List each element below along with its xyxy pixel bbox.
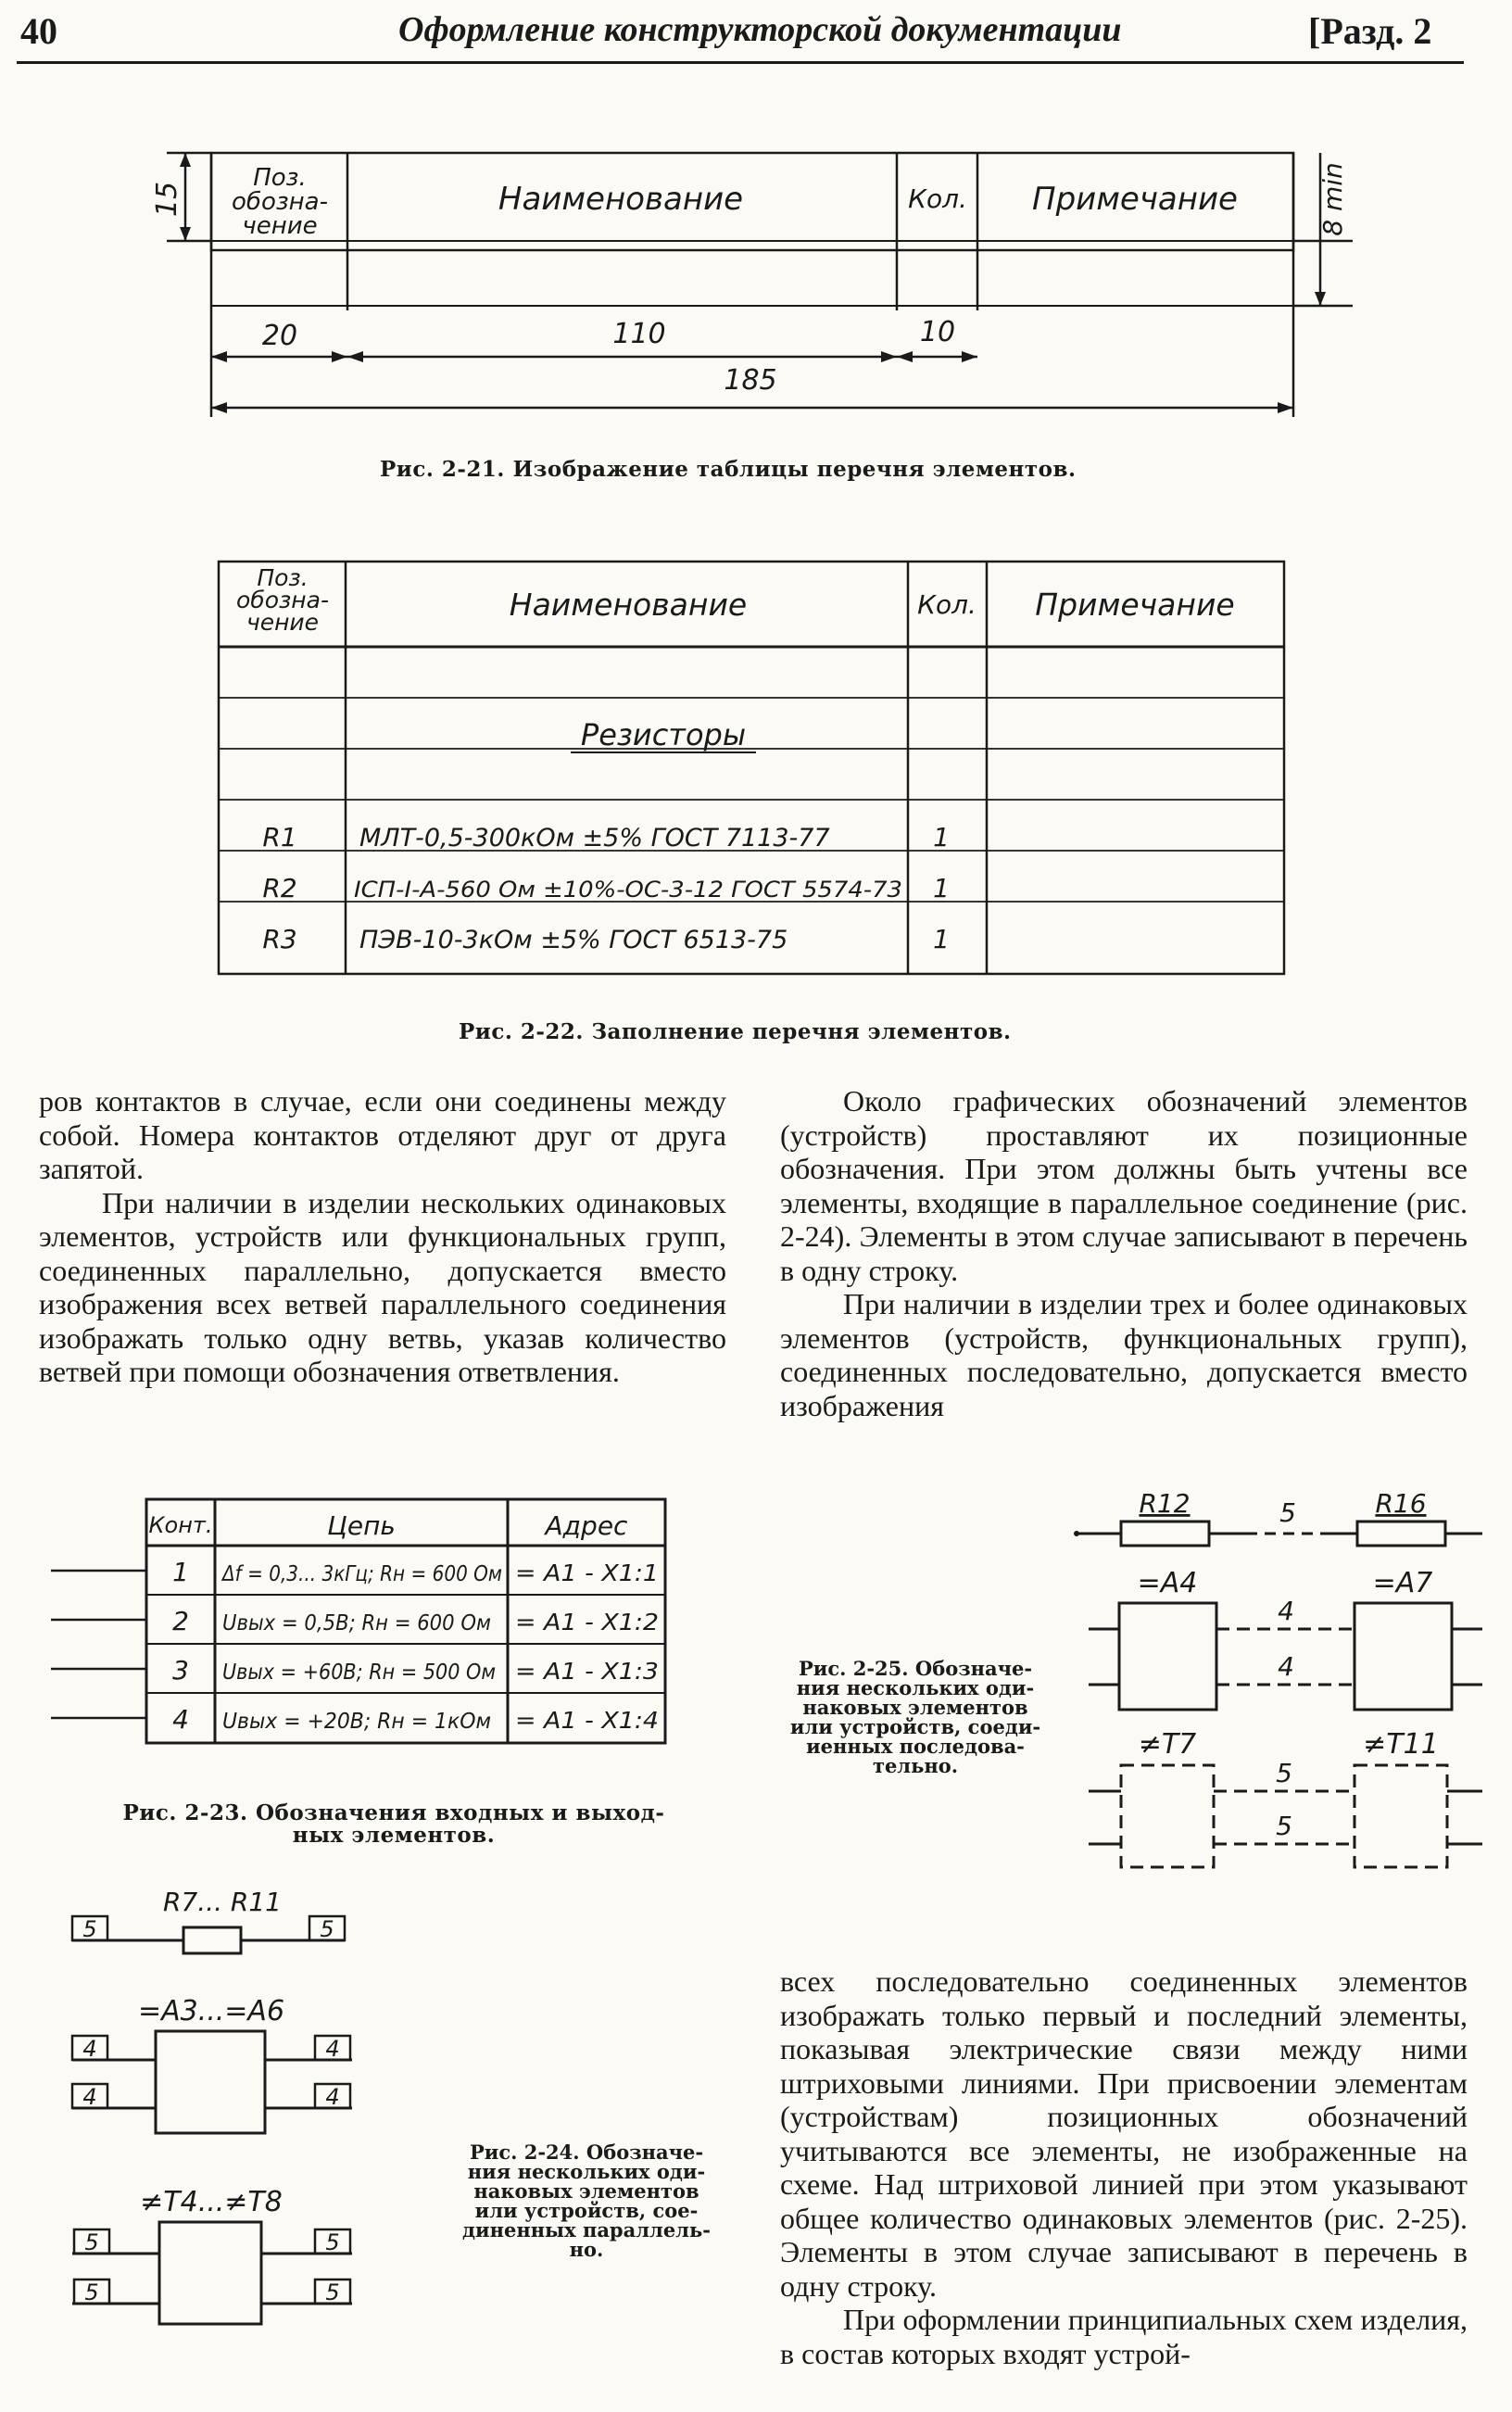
fig22-col-pos-l1: Поз.	[257, 564, 309, 591]
fig21-col-pos-l3: чение	[242, 212, 318, 240]
fig22-row3-pos: R3	[262, 924, 297, 954]
fig23-head-circuit: Цепь	[327, 1510, 396, 1541]
fig22-col-note: Примечание	[1035, 587, 1235, 623]
fig22-row1-qty: 1	[933, 822, 950, 852]
fig25-caption-line4: или устройств, соеди-	[789, 1715, 1041, 1738]
fig24-tag-4-b: 4	[82, 2084, 97, 2110]
fig24-tag-4-c: 4	[325, 2036, 340, 2062]
fig25-caption-line2: ния нескольких оди-	[796, 1676, 1035, 1699]
left-column-text	[39, 1084, 726, 1389]
fig25-caption-line3: наковых элементов	[802, 1696, 1028, 1719]
fig23-row3-n: 3	[172, 1655, 189, 1686]
page-number: 40	[20, 10, 57, 52]
fig23-row4-addr: = A1 - X1:4	[515, 1707, 659, 1734]
section-label: [Разд. 2	[1308, 10, 1432, 52]
fig22-row1-name: МЛТ-0,5-300кОм ±5% ГОСТ 7113-77	[359, 824, 830, 852]
fig22-row2-name: ІСП-І-А-560 Ом ±10%-ОС-3-12 ГОСТ 5574-73	[354, 877, 903, 903]
fig23-row1-addr: = A1 - X1:1	[515, 1560, 659, 1586]
fig21-dim-row: 8 min	[1317, 162, 1348, 236]
fig24-caption-line3: наковых элементов	[473, 2179, 699, 2203]
fig24-label-devices: =A3...=A6	[137, 1995, 285, 2027]
fig23-row4-n: 4	[172, 1704, 189, 1735]
fig25-r12: R12	[1139, 1488, 1191, 1519]
fig21-dim-name: 110	[612, 318, 666, 350]
fig24-caption-line4: или устройств, сое-	[474, 2199, 699, 2222]
fig22-row1-pos: R1	[262, 822, 297, 852]
fig21-dim-pos: 20	[261, 320, 298, 352]
fig24-tag-4-a: 4	[82, 2036, 97, 2062]
fig24-caption-line6: но.	[569, 2238, 604, 2261]
fig24-label-resistors: R7... R11	[163, 1887, 282, 1917]
right-column-text-lower	[780, 1964, 1468, 2370]
fig24-tag-5-c: 5	[84, 2229, 99, 2255]
fig24-caption-line5: диненных параллель-	[462, 2218, 711, 2242]
fig21-drawing	[0, 0, 1512, 482]
fig24-drawing	[0, 1872, 426, 2335]
fig22-row2-pos: R2	[262, 873, 297, 903]
fig25-n4-b: 4	[1278, 1651, 1294, 1682]
fig25-t11: ≠T11	[1363, 1728, 1439, 1761]
fig22-col-pos-l3: чение	[246, 609, 320, 636]
fig24-label-transformers: ≠T4...≠T8	[140, 2186, 283, 2218]
fig24-tag-5-b: 5	[320, 1916, 334, 1942]
fig22-col-qty: Кол.	[917, 589, 976, 620]
fig25-n4-a: 4	[1278, 1596, 1294, 1626]
fig25-n5-b: 5	[1276, 1811, 1292, 1841]
fig21-dim-qty: 10	[919, 316, 956, 348]
fig23-caption-line2: ных элементов.	[292, 1823, 496, 1848]
fig24-tag-5-f: 5	[325, 2279, 340, 2305]
fig25-caption-line1: Рис. 2-25. Обозначе-	[798, 1657, 1033, 1680]
fig23-row2-circuit: Uвых = 0,5В; Rн = 600 Ом	[222, 1611, 491, 1635]
fig24-caption	[434, 2142, 739, 2259]
fig21-dim-total: 185	[724, 364, 777, 397]
fig23-row1-circuit: Δf = 0,3... 3кГц; Rн = 600 Ом	[220, 1562, 502, 1586]
fig25-caption-line6: тельно.	[872, 1754, 959, 1777]
fig24-tag-5-d: 5	[84, 2279, 99, 2305]
fig21-col-pos-l1: Поз.	[253, 164, 307, 192]
fig23-caption	[93, 1802, 695, 1847]
fig24-tag-5-e: 5	[325, 2229, 340, 2255]
right-paragraph-1: Около графических обозначений элементов (устройств) проставляют их позиционные обозначения. При этом должны быть учтены все элементы, входящие в параллельное соединение (рис. 2-24). Элементы в этом случае записывают в перечень в одну строку.	[780, 1084, 1468, 1287]
fig25-a7: =A7	[1372, 1567, 1433, 1599]
fig23-row2-n: 2	[172, 1606, 189, 1636]
fig23-head-contact: Конт.	[148, 1512, 213, 1538]
fig21-col-name: Наименование	[498, 181, 744, 218]
fig21-caption: Рис. 2-21. Изображение таблицы перечня элементов.	[380, 457, 1077, 482]
right-paragraph-4: При оформлении принципиальных схем изделия, в состав которых входят устрой-	[780, 2303, 1468, 2370]
fig23-row1-n: 1	[172, 1557, 189, 1587]
fig23-row3-circuit: Uвых = +60В; Rн = 500 Ом	[222, 1661, 496, 1685]
fig25-a4: =A4	[1137, 1567, 1198, 1599]
fig22-row3-qty: 1	[933, 924, 950, 954]
fig22-text	[0, 547, 1512, 991]
fig25-drawing	[1019, 1473, 1501, 1890]
fig25-caption-line5: иенных последова-	[806, 1735, 1025, 1758]
fig25-t7: ≠T7	[1138, 1728, 1197, 1761]
fig23-row3-addr: = A1 - X1:3	[515, 1658, 659, 1685]
fig25-caption	[767, 1659, 1064, 1775]
fig21-dim-height: 15	[151, 181, 183, 218]
fig22-caption: Рис. 2-22. Заполнение перечня элементов.	[459, 1019, 1012, 1044]
fig23-row2-addr: = A1 - X1:2	[515, 1609, 659, 1635]
fig23-caption-line1: Рис. 2-23. Обозначения входных и выход-	[122, 1800, 665, 1825]
fig21-col-note: Примечание	[1032, 181, 1238, 218]
fig22-row3-name: ПЭВ-10-3кОм ±5% ГОСТ 6513-75	[359, 926, 788, 954]
fig22-row2-qty: 1	[933, 873, 950, 903]
fig23-table	[0, 1483, 723, 1770]
fig24-caption-line1: Рис. 2-24. Обозначе-	[469, 2140, 704, 2164]
right-column-text-upper	[780, 1084, 1468, 1422]
fig25-n5-top: 5	[1279, 1497, 1296, 1528]
fig25-n5-a: 5	[1276, 1758, 1292, 1788]
fig24-tag-5-a: 5	[82, 1916, 97, 1942]
running-title: Оформление конструкторской документации	[398, 10, 1122, 49]
fig22-group-title: Резисторы	[580, 717, 747, 752]
fig22-col-pos-l2: обозна-	[236, 587, 329, 613]
fig24-tag-4-d: 4	[325, 2084, 340, 2110]
fig24-caption-line2: ния нескольких оди-	[467, 2160, 706, 2183]
fig21-col-pos-l2: обозна-	[232, 188, 328, 216]
fig23-row4-circuit: Uвых = +20В; Rн = 1кОм	[222, 1710, 491, 1734]
right-paragraph-3: всех последовательно соединенных элементов изображать только первый и последний элементы, показывая электрические связи между ними штриховыми линиями. При присвоении элементам (устройствам) позиционных обозначений учитываются все элементы, не изображенные на схеме. Над штриховой линией при этом указывают общее количество одинаковых элементов (рис. 2-25). Элементы в этом случае записывают в перечень в одну строку.	[780, 1964, 1468, 2303]
fig25-r16: R16	[1375, 1488, 1427, 1519]
right-paragraph-2: При наличии в изделии трех и более одинаковых элементов (устройств, функциональных групп), соединенных последовательно, допускается вместо изображения	[780, 1287, 1468, 1422]
fig21-col-qty: Кол.	[908, 183, 967, 214]
left-paragraph-1: ров контактов в случае, если они соединены между собой. Номера контактов отделяют друг от друга запятой.	[39, 1084, 726, 1185]
fig22-col-name: Наименование	[509, 587, 748, 623]
fig23-head-address: Адрес	[545, 1510, 628, 1541]
left-paragraph-2: При наличии в изделии нескольких одинаковых элементов, устройств или функциональных групп, соединенных параллельно, допускается вместо изображения всех ветвей параллельного соединения изображать только одну ветвь, указав количество ветвей при помощи обозначения ответвления.	[39, 1185, 726, 1388]
